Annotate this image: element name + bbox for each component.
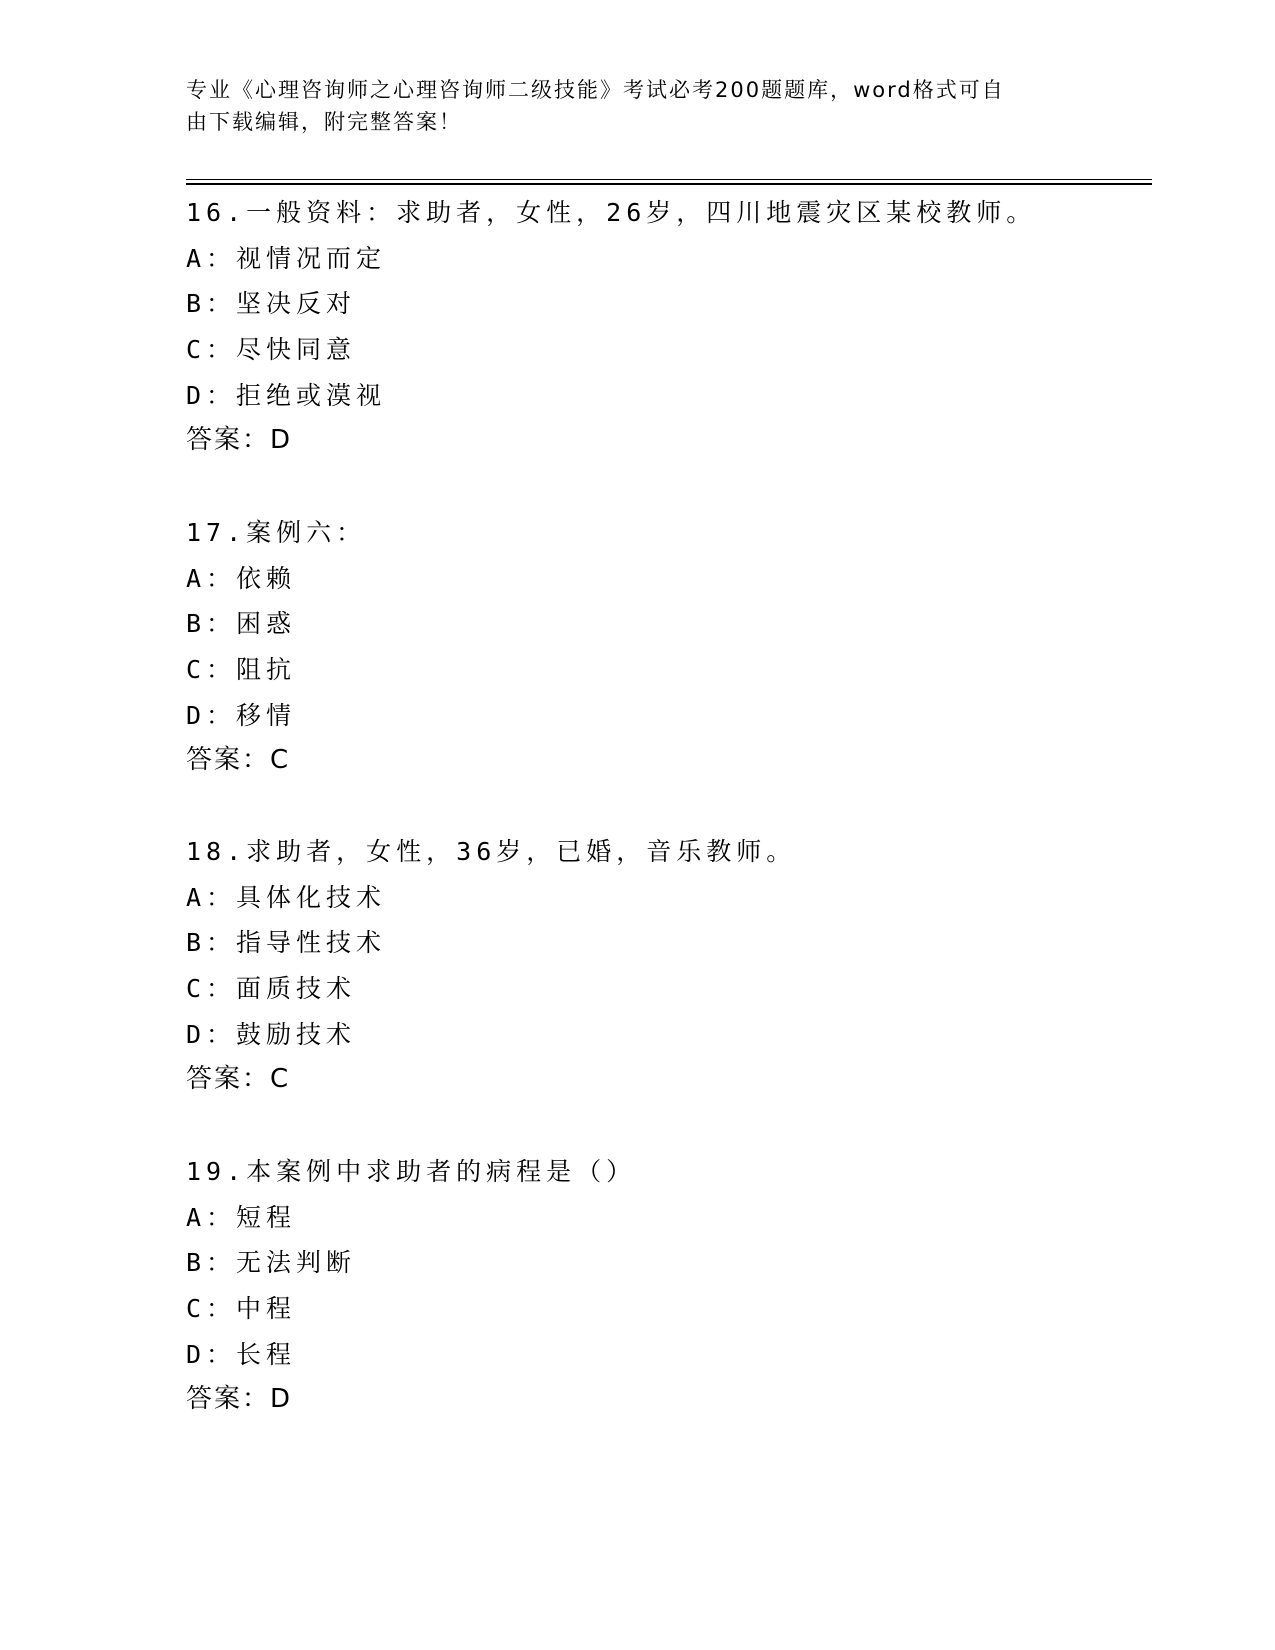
option-c: C：阻抗 xyxy=(186,655,297,685)
document-header xyxy=(186,74,1086,138)
option-c: C：尽快同意 xyxy=(186,335,357,365)
answer: 答案：D xyxy=(186,1384,293,1415)
header-divider-thin xyxy=(186,179,1152,180)
option-a: A：具体化技术 xyxy=(186,882,387,912)
option-b: B：坚决反对 xyxy=(186,289,357,319)
option-a: A：视情况而定 xyxy=(186,243,387,273)
option-d: D：鼓励技术 xyxy=(186,1019,357,1049)
header-line-2: 由下载编辑，附完整答案！ xyxy=(186,110,462,134)
option-c: C：面质技术 xyxy=(186,974,357,1004)
question-stem: 18.求助者，女性，36岁，已婚，音乐教师。 xyxy=(186,837,797,866)
option-b: B：指导性技术 xyxy=(186,928,387,958)
option-d: D：拒绝或漠视 xyxy=(186,380,387,410)
question-18 xyxy=(186,829,1146,1103)
question-stem: 16.一般资料：求助者，女性，26岁，四川地震灾区某校教师。 xyxy=(186,198,1037,227)
question-stem: 19.本案例中求助者的病程是（） xyxy=(186,1157,637,1186)
option-d: D：移情 xyxy=(186,700,297,730)
answer: 答案：D xyxy=(186,425,293,456)
option-c: C：中程 xyxy=(186,1294,297,1324)
header-divider-thick xyxy=(186,183,1152,185)
header-line-1: 专业《心理咨询师之心理咨询师二级技能》考试必考200题题库，word格式可自 xyxy=(186,78,1005,102)
question-stem: 17.案例六： xyxy=(186,518,367,547)
option-a: A：短程 xyxy=(186,1202,297,1232)
option-b: B：无法判断 xyxy=(186,1248,357,1278)
question-16 xyxy=(186,190,1146,464)
answer: 答案：C xyxy=(186,1064,291,1095)
option-a: A：依赖 xyxy=(186,563,297,593)
question-19 xyxy=(186,1149,1146,1423)
question-17 xyxy=(186,510,1146,784)
answer: 答案：C xyxy=(186,745,291,776)
option-d: D：长程 xyxy=(186,1339,297,1369)
option-b: B：困惑 xyxy=(186,609,297,639)
